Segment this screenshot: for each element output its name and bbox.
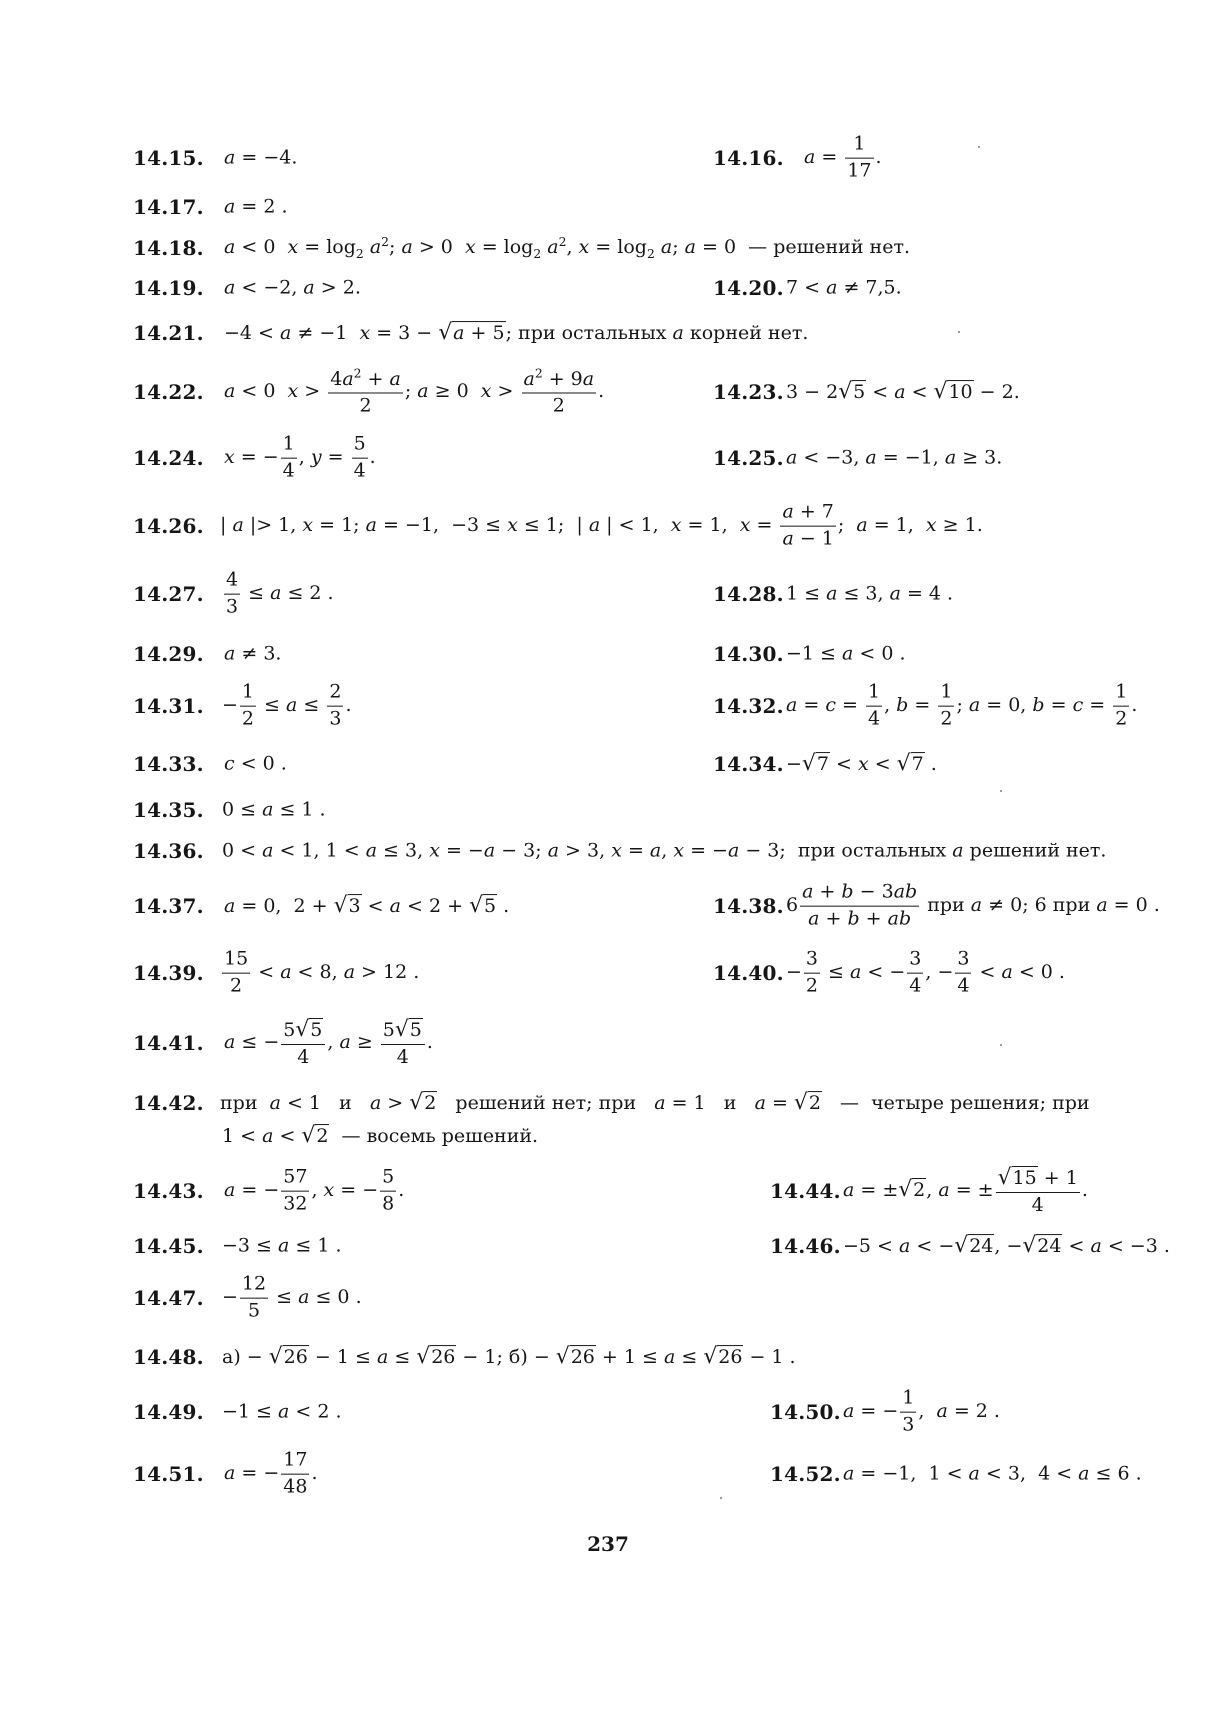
problem-number: 14.32. — [713, 694, 784, 718]
problem-number: 14.43. — [133, 1179, 204, 1203]
answer: a = −1, 1 < a < 3, 4 < a ≤ 6 . — [843, 1462, 1142, 1485]
answer: a = ±√2, a = ± $\frac{√15 + 1}{4}$ . — [843, 1165, 1088, 1217]
answer: −√7 < x < √7 . — [786, 751, 937, 777]
answer: a = − $\frac{17}{48}$ . — [224, 1448, 318, 1498]
problem-number: 14.51. — [133, 1462, 204, 1486]
problem-number: 14.46. — [770, 1234, 841, 1258]
answer: а) − √26 − 1 ≤ a ≤ √26 − 1; б) − √26 + 1 ≤ a ≤ √26 − 1 . — [222, 1344, 796, 1370]
scan-speck — [978, 146, 980, 148]
problem-number: 14.47. — [133, 1286, 204, 1310]
text-none-pri: решений нет; при — [455, 1092, 637, 1115]
text-part-b: б) — [508, 1346, 528, 1369]
no-solutions-text: решений нет. — [773, 236, 910, 259]
answer: a < −2, a > 2. — [224, 276, 361, 299]
answer: −1 ≤ a < 0 . — [786, 642, 906, 665]
text-pri: при — [1052, 894, 1091, 916]
problem-number: 14.52. — [770, 1462, 841, 1486]
scan-speck — [1000, 790, 1002, 792]
problem-number: 14.20. — [713, 276, 784, 300]
problem-number: 14.45. — [133, 1234, 204, 1258]
problem-number: 14.23. — [713, 380, 784, 404]
answer: a < 0 x > $\frac{4a^2 + a}{2}$ ; a ≥ 0 x > $\frac{a^2 + 9a}{2}$ . — [224, 366, 605, 417]
problem-number: 14.27. — [133, 582, 204, 606]
text-eight: восемь решений. — [366, 1125, 539, 1148]
problem-number: 14.36. — [133, 839, 204, 863]
answer: a < −3, a = −1, a ≥ 3. — [786, 446, 1003, 469]
answer: − $\frac{12}{5}$ ≤ a ≤ 0 . — [222, 1272, 362, 1322]
problem-number: 14.35. — [133, 798, 204, 822]
problem-number: 14.28. — [713, 582, 784, 606]
problem-number: 14.19. — [133, 276, 204, 300]
problem-number: 14.33. — [133, 752, 204, 776]
answer: | a |> 1, x = 1; a = −1, −3 ≤ x ≤ 1; | a | < 1, x = 1, x = $\frac{a + 7}{a - 1}$ ; a = 1, x ≥ 1. — [220, 500, 983, 550]
answer: a ≤ − $\frac{5√5}{4}$ , a ≥ $\frac{5√5}{4}$ . — [224, 1017, 433, 1069]
answer: −4 < a ≠ −1 x = 3 − √a + 5; при остальных a корней нет. — [224, 320, 809, 346]
answer: x = − $\frac{1}{4}$ , y = $\frac{5}{4}$ . — [224, 432, 376, 482]
answer: −3 ≤ a ≤ 1 . — [222, 1234, 342, 1257]
text-and: и — [723, 1092, 737, 1115]
answer: −1 ≤ a < 2 . — [222, 1400, 342, 1423]
text-pri: при — [927, 894, 965, 916]
no-solutions-text: решений нет. — [969, 839, 1107, 862]
answer: 0 ≤ a ≤ 1 . — [222, 798, 326, 821]
answer: 6 $\frac{a + b - 3ab}{a + b + ab}$ при a ≠ 0; 6 при a = 0 . — [786, 880, 1160, 930]
problem-number: 14.39. — [133, 961, 204, 985]
problem-number: 14.18. — [133, 236, 204, 260]
answer: 1 < a < √2 — восемь решений. — [222, 1123, 539, 1149]
text-and: и — [339, 1092, 352, 1115]
answer: − $\frac{1}{2}$ ≤ a ≤ $\frac{2}{3}$ . — [222, 680, 352, 730]
problem-number: 14.29. — [133, 642, 204, 666]
text-rest: при остальных — [518, 322, 667, 345]
answer: a = − $\frac{1}{3}$ , a = 2 . — [843, 1386, 1000, 1436]
scan-speck — [1000, 1044, 1002, 1046]
answer: a < 0 $x = \log_2 a^2$; a > 0 $x = \log_2 a^2$, $x = \log_2 a$; a = 0 — решений нет. — [224, 234, 910, 261]
problem-number: 14.44. — [770, 1179, 841, 1203]
answer: 1 ≤ a ≤ 3, a = 4 . — [786, 582, 954, 605]
answer: при a < 1 и a > √2 решений нет; при a = 1 и a = √2 — четыре решения; при — [220, 1090, 1090, 1116]
answer: a = 0, 2 + √3 < a < 2 + √5 . — [224, 893, 510, 919]
problem-number: 14.37. — [133, 894, 204, 918]
problem-number: 14.42. — [133, 1091, 204, 1115]
problem-number: 14.17. — [133, 195, 204, 219]
answer: −5 < a < −√24, −√24 < a < −3 . — [843, 1233, 1170, 1259]
text-four: четыре решения; при — [871, 1092, 1090, 1115]
answer: a = 2 . — [224, 195, 288, 218]
answer: a = c = $\frac{1}{4}$ , b = $\frac{1}{2}$ ; a = 0, b = c = $\frac{1}{2}$ . — [786, 680, 1138, 730]
answer: a = −4. — [224, 146, 298, 169]
problem-number: 14.21. — [133, 321, 204, 345]
answer: 0 < a < 1, 1 < a ≤ 3, x = −a − 3; a > 3, x = a, x = −a − 3; при остальных a решений нет. — [222, 839, 1107, 862]
problem-number: 14.25. — [713, 446, 784, 470]
scan-speck — [720, 1497, 722, 1499]
answer: a = $\frac{1}{17}$ . — [804, 132, 882, 182]
problem-number: 14.40. — [713, 961, 784, 985]
problem-number: 14.22. — [133, 380, 204, 404]
problem-number: 14.16. — [713, 146, 784, 170]
problem-number: 14.38. — [713, 894, 784, 918]
text-part-a: а) — [222, 1346, 241, 1369]
problem-number: 14.26. — [133, 514, 204, 538]
problem-number: 14.30. — [713, 642, 784, 666]
text-no-roots: корней нет. — [689, 322, 809, 345]
problem-number: 14.41. — [133, 1031, 204, 1055]
problem-number: 14.24. — [133, 446, 204, 470]
problem-number: 14.48. — [133, 1345, 204, 1369]
text-rest: при остальных — [797, 839, 947, 862]
problem-number: 14.34. — [713, 752, 784, 776]
answer: c < 0 . — [224, 752, 287, 775]
scan-speck — [958, 331, 960, 333]
answer: $\frac{4}{3}$ ≤ a ≤ 2 . — [226, 568, 334, 618]
answer: a = − $\frac{57}{32}$ , x = − $\frac{5}{8}$ . — [224, 1165, 405, 1215]
page-number: 237 — [587, 1532, 629, 1556]
problem-number: 14.31. — [133, 694, 204, 718]
answer: a ≠ 3. — [224, 642, 282, 665]
text-pri: при — [220, 1092, 258, 1115]
answer: 7 < a ≠ 7,5. — [786, 276, 902, 299]
answer: 3 − 2√5 < a < √10 − 2. — [786, 379, 1020, 405]
problem-number: 14.49. — [133, 1400, 204, 1424]
problem-number: 14.15. — [133, 146, 204, 170]
answer: − $\frac{3}{2}$ ≤ a < − $\frac{3}{4}$ , − $\frac{3}{4}$ < a < 0 . — [786, 947, 1065, 997]
problem-number: 14.50. — [770, 1400, 841, 1424]
answer: $\frac{15}{2}$ < a < 8, a > 12 . — [224, 947, 420, 997]
